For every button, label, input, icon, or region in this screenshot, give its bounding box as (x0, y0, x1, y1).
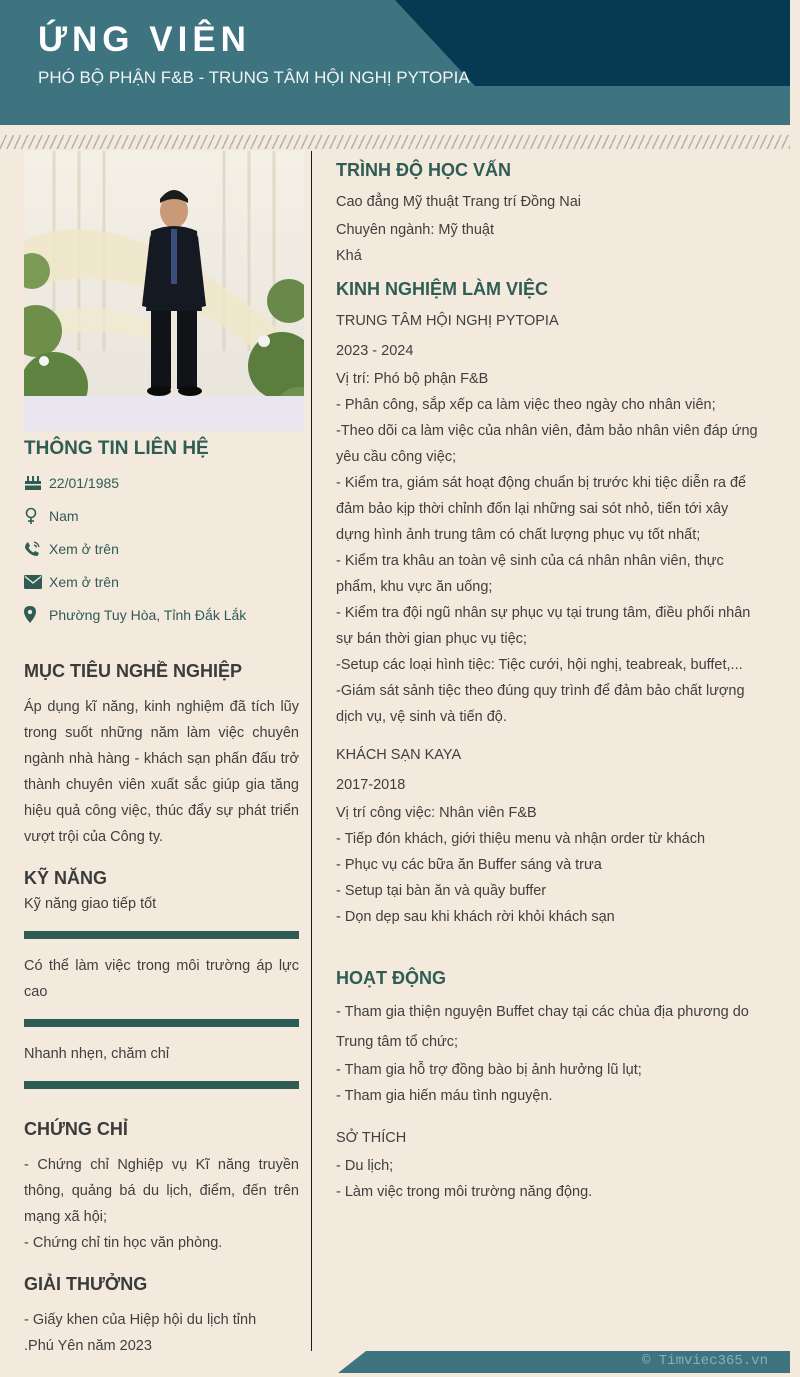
job-duty: - Tiếp đón khách, giới thiệu menu và nhận order từ khách (336, 831, 706, 847)
job-duty: - Kiểm tra, giám sát hoạt động chuẩn bị trước khi tiệc diễn ra để đảm bảo kịp thời chỉnh đốn lại những sai sót nhỏ, tiến tới xây dựng hình ảnh trung tâm có chất lượng phục vụ tốt nhất; (336, 475, 747, 543)
birthday-value: 22/01/1985 (49, 474, 120, 491)
gender-row (24, 499, 299, 532)
education-title: TRÌNH ĐỘ HỌC VẤN (336, 160, 511, 180)
education-grade: Khá (336, 248, 362, 264)
certificate-line: - Chứng chỉ Nghiệp vụ Kĩ năng truyền thông, quảng bá du lịch, điểm, đến trên mạng xã hội; (24, 1157, 299, 1225)
education-major: Chuyên ngành: Mỹ thuật (336, 222, 494, 238)
job-company: KHÁCH SẠN KAYA (336, 747, 462, 763)
skill-label: Kỹ năng giao tiếp tốt (24, 896, 157, 912)
hobbies-title: SỞ THÍCH (336, 1130, 407, 1146)
phone-icon (24, 541, 49, 557)
skill-item (24, 891, 299, 939)
job-entry (336, 308, 766, 730)
objective-title: MỤC TIÊU NGHỀ NGHIỆP (24, 661, 243, 681)
contact-title: THÔNG TIN LIÊN HỆ (24, 438, 209, 459)
skill-label: Có thể làm việc trong môi trường áp lực cao (24, 958, 299, 1000)
address-value: Phường Tuy Hòa, Tỉnh Đắk Lắk (49, 606, 247, 623)
job-duty: - Kiểm tra đội ngũ nhân sự phục vụ tại trung tâm, điều phối nhân sự bán thời gian phục vụ tiệc; (336, 605, 751, 647)
location-pin-icon (24, 606, 49, 623)
activity-line: - Tham gia thiện nguyện Buffet chay tại các chùa địa phương do Trung tâm tổ chức; (336, 1004, 749, 1050)
objective-text: Áp dụng kĩ năng, kinh nghiệm đã tích lũy trong suốt những năm làm việc chuyên ngành nhà hàng - khách sạn phấn đấu trở thành chuyên viên xuất sắc giúp gia tăng hiệu quả công việc, thúc đẩy sự phát triển vượt trội của Công ty. (24, 699, 299, 845)
job-period: 2023 - 2024 (336, 343, 414, 359)
skill-level-bar (24, 1081, 299, 1089)
left-column (24, 436, 299, 1359)
birthday-cake-icon (24, 474, 49, 491)
job-period: 2017-2018 (336, 777, 406, 793)
gender-value: Nam (49, 507, 79, 524)
job-duty: - Setup tại bàn ăn và quầy buffer (336, 883, 547, 899)
column-divider (311, 151, 312, 1351)
awards-title: GIẢI THƯỞNG (24, 1274, 148, 1294)
footer-bar (0, 1351, 790, 1373)
experience-title: KINH NGHIỆM LÀM VIỆC (336, 279, 549, 299)
education-school: Cao đẳng Mỹ thuật Trang trí Đồng Nai (336, 194, 582, 210)
job-entry (336, 742, 766, 930)
skill-level-bar (24, 931, 299, 939)
certificate-line: - Chứng chỉ tin học văn phòng. (24, 1235, 223, 1251)
profile-photo (24, 151, 304, 431)
job-duty: - Phân công, sắp xếp ca làm việc theo ngày cho nhân viên; (336, 397, 716, 413)
job-position: Vị trí công việc: Nhân viên F&B (336, 805, 537, 821)
award-line: - Giấy khen của Hiệp hội du lịch tỉnh .Phú Yên năm 2023 (24, 1312, 257, 1354)
activity-line: - Tham gia hỗ trợ đồng bào bị ảnh hưởng lũ lụt; (336, 1062, 642, 1078)
job-duty: - Dọn dẹp sau khi khách rời khỏi khách sạn (336, 909, 615, 925)
email-value: Xem ở trên (49, 573, 119, 590)
hobby-line: - Làm việc trong môi trường năng động. (336, 1184, 593, 1200)
job-position: Vị trí: Phó bộ phận F&B (336, 371, 489, 387)
right-column (336, 160, 766, 1205)
activities-title: HOẠT ĐỘNG (336, 968, 446, 988)
skill-item (24, 1041, 299, 1089)
email-row (24, 565, 299, 598)
skill-label: Nhanh nhẹn, chăm chỉ (24, 1046, 170, 1062)
job-duty: - Kiểm tra khâu an toàn vệ sinh của cá nhân nhân viên, thực phẩm, khu vực ăn uống; (336, 553, 724, 595)
decorative-stripe (0, 135, 790, 149)
phone-row (24, 532, 299, 565)
activity-line: - Tham gia hiến máu tình nguyện. (336, 1088, 553, 1104)
job-company: TRUNG TÂM HỘI NGHỊ PYTOPIA (336, 313, 559, 329)
copyright-text: © Timviec365.vn (641, 1353, 768, 1369)
candidate-title: PHÓ BỘ PHẬN F&B - TRUNG TÂM HỘI NGHỊ PYTOPIA (38, 68, 470, 87)
skills-title: KỸ NĂNG (24, 868, 108, 888)
envelope-icon (24, 575, 49, 589)
job-duty: - Phục vụ các bữa ăn Buffer sáng và trưa (336, 857, 602, 873)
skill-level-bar (24, 1019, 299, 1027)
skill-item (24, 953, 299, 1027)
female-gender-icon (24, 507, 49, 525)
hobby-line: - Du lịch; (336, 1158, 394, 1174)
phone-value: Xem ở trên (49, 540, 119, 557)
certificates-title: CHỨNG CHỈ (24, 1119, 128, 1139)
job-duty: -Giám sát sảnh tiệc theo đúng quy trình để đảm bảo chất lượng dịch vụ, vệ sinh và tiến độ. (336, 683, 745, 725)
header-banner (0, 0, 790, 125)
candidate-name: ỨNG VIÊN (38, 20, 251, 59)
birthday-row (24, 466, 299, 499)
job-duty: -Theo dõi ca làm việc của nhân viên, đảm bảo nhân viên đáp ứng yêu cầu công việc; (336, 423, 758, 465)
address-row (24, 598, 299, 631)
job-duty: -Setup các loại hình tiệc: Tiệc cưới, hội nghị, teabreak, buffet,... (336, 657, 743, 673)
